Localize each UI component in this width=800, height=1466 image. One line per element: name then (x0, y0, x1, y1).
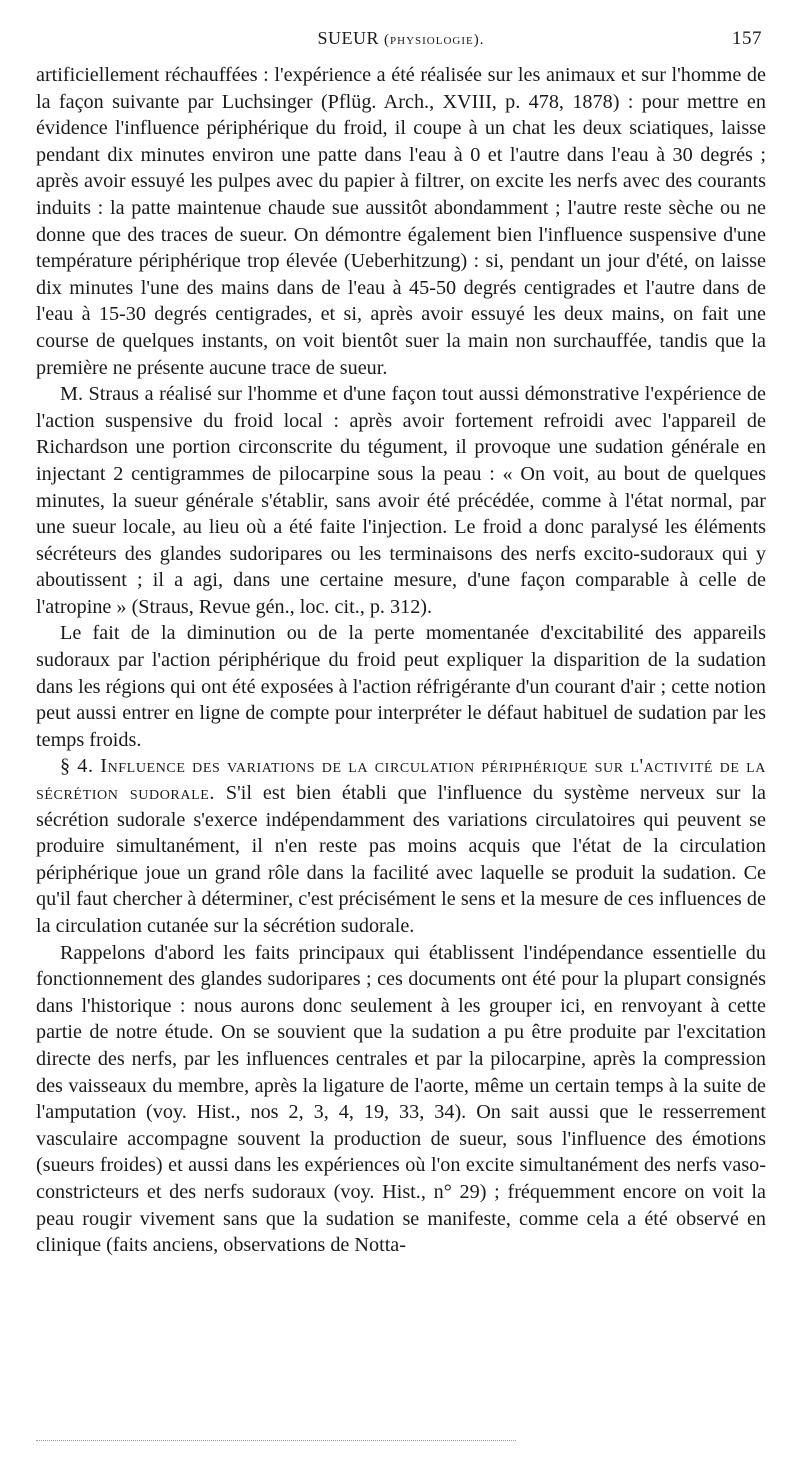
section-heading: § 4. Influence des variations de la circulation périphérique sur l'activité de la sécrétion sudorale. (36, 755, 766, 805)
running-title (36, 28, 766, 49)
body-text (36, 62, 766, 1259)
paragraph-diminution: Le fait de la diminution ou de la perte momentanée d'excitabilité des appareils sudoraux par l'action périphérique du froid peut expliquer la disparition de la sudation dans les régions qui ont été exposées à l'action réfrigérante d'un courant d'air ; cette notion peut aussi entrer en ligne de compte pour interpréter le défaut habituel de sudation par les temps froids. (36, 622, 766, 751)
page-number: 157 (732, 28, 762, 49)
section-body: S'il est bien établi que l'influence du système nerveux sur la sécrétion sudorale s'exerce indépendamment des variations circulatoires qui peuvent se produire simultanément, il n'en reste pas moins acquis que l'état de la circulation périphérique joue un grand rôle dans la facilité avec laquelle se produit la sudation. Ce qu'il faut chercher à déterminer, c'est précisément le sens et la mesure de ces influences de la circulation cutanée sur la sécrétion sudorale. (36, 782, 766, 937)
running-head (36, 28, 766, 62)
paragraph-straus: M. Straus a réalisé sur l'homme et d'une façon tout aussi démonstrative l'expérience de l'action suspensive du froid local : après avoir fortement refroidi avec l'appareil de Richardson une portion circonscrite du tégument, il provoque une sudation générale en injectant 2 centigrammes de pilocarpine sous la peau : « On voit, au bout de quelques minutes, la sueur générale s'établir, sans avoir été précédée, comme à l'état normal, par une sueur locale, au lieu où a été faite l'injection. Le froid a donc paralysé les éléments sécréteurs des glandes sudoripares ou les terminaisons des nerfs excito-sudoraux qui y aboutissent ; il a agi, dans une certaine mesure, d'une façon comparable à celle de l'atropine » (Straus, Revue gén., loc. cit., p. 312). (36, 383, 766, 618)
footer-rule (36, 1440, 516, 1441)
paragraph-section-4 (36, 753, 766, 939)
running-title-sub: (physiologie). (384, 32, 485, 48)
paragraph-continued: artificiellement réchauffées : l'expérience a été réalisée sur les animaux et sur l'homme de la façon suivante par Luchsinger (Pflüg. Arch., XVIII, p. 478, 1878) : pour mettre en évidence l'influence périphérique du froid, il coupe à un chat les deux sciatiques, laisse pendant dix minutes environ une patte dans l'eau à 0 et l'autre dans l'eau à 30 degrés ; après avoir essuyé les pulpes avec du papier à filtrer, on excite les nerfs avec des courants induits : la patte maintenue chaude sue aussitôt abondamment ; l'autre reste sèche ou ne donne que des traces de sueur. On démontre également bien l'influence suspensive d'une température périphérique trop élevée (Ueberhitzung) : si, pendant un jour d'été, on laisse dix minutes l'une des mains dans de l'eau à 45-50 degrés centigrades et l'autre dans de l'eau à 15-30 degrés centigrades, et si, après avoir essuyé les deux mains, on fait une course de quelques instants, on voit bientôt suer la main non surchauffée, tandis que la première ne présente aucune trace de sueur. (36, 64, 766, 379)
running-title-main: SUEUR (317, 28, 380, 48)
paragraph-rappelons: Rappelons d'abord les faits principaux qui établissent l'indépendance essentielle du fonctionnement des glandes sudoripares ; ces documents ont été pour la plupart consignés dans l'historique : nous aurons donc seulement à les grouper ici, en renvoyant à cette partie de notre étude. On se souvient que la sudation a pu être produite par l'excitation directe des nerfs, par les influences centrales et par la pilocarpine, après la compression des vaisseaux du membre, après la ligature de l'aorte, même un certain temps à la suite de l'amputation (voy. Hist., nos 2, 3, 4, 19, 33, 34). On sait aussi que le resserrement vasculaire accompagne souvent la production de sueur, sous l'influence des émotions (sueurs froides) et aussi dans les expériences où l'on excite simultanément des nerfs vaso-constricteurs et des nerfs sudoraux (voy. Hist., n° 29) ; fréquemment encore on voit la peau rougir vivement sans que la sudation se manifeste, comme cela a été observé en clinique (faits anciens, observations de Notta- (36, 941, 766, 1257)
